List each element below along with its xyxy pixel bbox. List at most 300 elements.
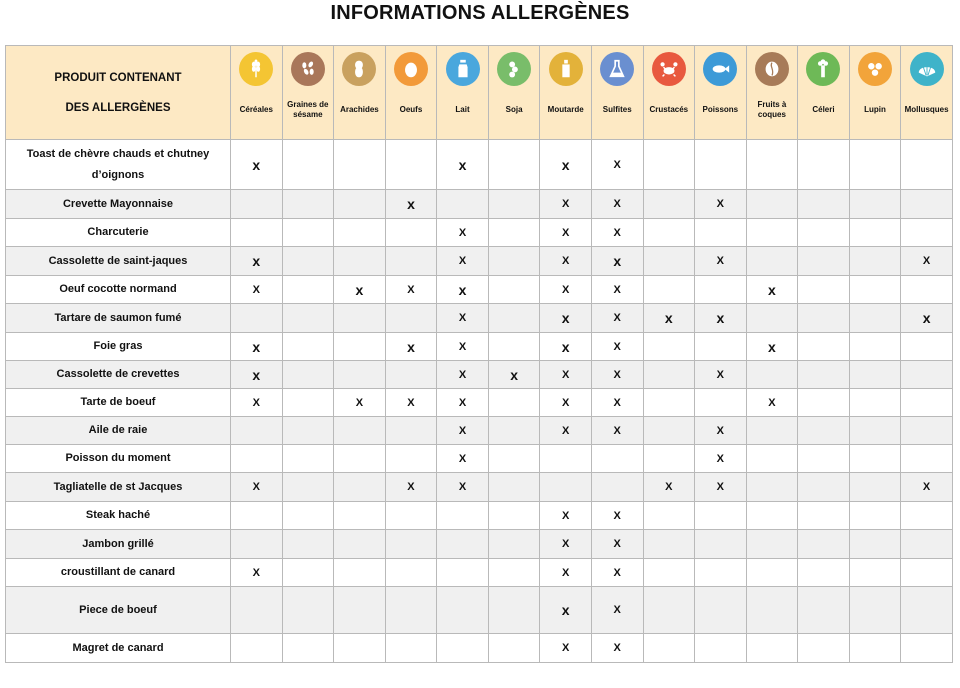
- allergen-mark: [746, 219, 798, 247]
- allergen-mark: [695, 559, 747, 587]
- allergen-mark: [901, 276, 953, 304]
- allergen-header: [385, 46, 437, 140]
- page-title: INFORMATIONS ALLERGÈNES: [330, 2, 630, 24]
- allergen-label: Céleri: [812, 105, 835, 114]
- allergen-mark: [437, 530, 489, 559]
- allergen-mark: [798, 276, 850, 304]
- allergen-mark: [901, 445, 953, 473]
- allergen-mark: X: [591, 417, 643, 445]
- allergen-mark: [385, 502, 437, 530]
- allergen-mark: [798, 502, 850, 530]
- allergen-mark: x: [901, 304, 953, 333]
- allergen-mark: [849, 530, 901, 559]
- allergen-mark: [334, 304, 386, 333]
- allergen-mark: X: [231, 473, 283, 502]
- allergen-mark: [643, 587, 695, 634]
- allergen-mark: X: [437, 247, 489, 276]
- table-row: [6, 140, 953, 190]
- allergen-mark: [334, 587, 386, 634]
- allergen-mark: [488, 559, 540, 587]
- allergen-mark: x: [540, 587, 592, 634]
- allergen-mark: [231, 417, 283, 445]
- allergen-mark: [849, 417, 901, 445]
- allergen-mark: [643, 247, 695, 276]
- product-name: Charcuterie: [6, 219, 231, 247]
- allergen-mark: x: [334, 276, 386, 304]
- allergen-mark: X: [540, 219, 592, 247]
- table-row: [6, 219, 953, 247]
- allergen-mark: [282, 140, 334, 190]
- allergen-mark: [334, 634, 386, 663]
- allergen-mark: [798, 140, 850, 190]
- allergen-mark: X: [540, 502, 592, 530]
- allergen-header: [643, 46, 695, 140]
- allergen-mark: [798, 247, 850, 276]
- allergen-mark: [282, 417, 334, 445]
- allergen-mark: [385, 247, 437, 276]
- table-row: [6, 530, 953, 559]
- allergen-mark: [488, 502, 540, 530]
- allergen-mark: [488, 417, 540, 445]
- allergen-mark: [282, 304, 334, 333]
- allergen-mark: X: [231, 389, 283, 417]
- allergen-mark: [282, 634, 334, 663]
- allergen-mark: x: [385, 190, 437, 219]
- allergen-mark: [746, 530, 798, 559]
- allergen-mark: [282, 389, 334, 417]
- allergen-header: [695, 46, 747, 140]
- allergen-mark: [849, 559, 901, 587]
- allergen-mark: [643, 559, 695, 587]
- allergen-mark: X: [591, 559, 643, 587]
- allergen-mark: [488, 219, 540, 247]
- allergen-mark: [231, 304, 283, 333]
- allergen-label: Fruits à coques: [757, 100, 787, 119]
- allergen-mark: [282, 473, 334, 502]
- allergen-mark: X: [901, 473, 953, 502]
- allergen-mark: X: [591, 361, 643, 389]
- allergen-mark: [643, 190, 695, 219]
- allergen-mark: x: [540, 304, 592, 333]
- allergen-mark: x: [231, 247, 283, 276]
- allergen-mark: [901, 559, 953, 587]
- product-name: Poisson du moment: [6, 445, 231, 473]
- allergen-mark: [849, 502, 901, 530]
- allergen-mark: [231, 502, 283, 530]
- allergen-mark: x: [231, 140, 283, 190]
- allergen-mark: X: [540, 247, 592, 276]
- allergen-mark: X: [591, 333, 643, 361]
- allergen-mark: X: [591, 190, 643, 219]
- allergen-mark: [231, 190, 283, 219]
- allergen-mark: [385, 530, 437, 559]
- allergen-mark: X: [231, 559, 283, 587]
- table-row: [6, 304, 953, 333]
- allergen-mark: x: [385, 333, 437, 361]
- product-name: Aile de raie: [6, 417, 231, 445]
- allergen-mark: [231, 445, 283, 473]
- allergen-mark: [643, 333, 695, 361]
- allergen-mark: [540, 473, 592, 502]
- allergen-header: [488, 46, 540, 140]
- nut-icon: [755, 52, 789, 86]
- allergen-mark: [488, 247, 540, 276]
- table-row: [6, 276, 953, 304]
- allergen-mark: X: [437, 304, 489, 333]
- allergen-mark: [746, 587, 798, 634]
- allergen-mark: [282, 559, 334, 587]
- corner-line-2: DES ALLERGÈNES: [65, 101, 171, 114]
- allergen-mark: [643, 502, 695, 530]
- lupin-icon: [858, 52, 892, 86]
- allergen-mark: X: [437, 417, 489, 445]
- allergen-mark: [849, 473, 901, 502]
- allergen-mark: [798, 530, 850, 559]
- allergen-mark: [385, 559, 437, 587]
- allergen-mark: x: [437, 140, 489, 190]
- allergen-mark: [746, 361, 798, 389]
- allergen-mark: [231, 219, 283, 247]
- table-row: [6, 559, 953, 587]
- allergen-mark: X: [643, 473, 695, 502]
- allergen-mark: [334, 361, 386, 389]
- allergen-mark: [643, 276, 695, 304]
- allergen-mark: [334, 140, 386, 190]
- allergen-mark: [282, 530, 334, 559]
- allergen-mark: [643, 219, 695, 247]
- allergen-mark: [695, 634, 747, 663]
- allergen-mark: [385, 361, 437, 389]
- allergen-header: [540, 46, 592, 140]
- allergen-mark: X: [540, 190, 592, 219]
- allergen-mark: [591, 445, 643, 473]
- product-name: Crevette Mayonnaise: [6, 190, 231, 219]
- allergen-mark: [437, 587, 489, 634]
- allergen-mark: [901, 190, 953, 219]
- allergen-mark: [488, 389, 540, 417]
- table-row: [6, 502, 953, 530]
- allergen-mark: [334, 530, 386, 559]
- allergen-label: Oeufs: [399, 105, 423, 114]
- allergen-mark: [282, 587, 334, 634]
- allergen-mark: [437, 559, 489, 587]
- product-name: Tagliatelle de st Jacques: [6, 473, 231, 502]
- header-row: [6, 46, 953, 140]
- allergen-mark: [695, 587, 747, 634]
- allergen-mark: X: [695, 247, 747, 276]
- allergen-mark: X: [591, 530, 643, 559]
- allergen-mark: X: [437, 473, 489, 502]
- allergen-mark: [334, 190, 386, 219]
- allergen-mark: [282, 247, 334, 276]
- allergen-mark: [231, 530, 283, 559]
- product-name: Cassolette de crevettes: [6, 361, 231, 389]
- allergen-label: Mollusques: [904, 105, 949, 114]
- allergen-mark: x: [231, 361, 283, 389]
- allergen-label: Poissons: [702, 105, 739, 114]
- allergen-mark: [849, 190, 901, 219]
- allergen-mark: [385, 417, 437, 445]
- allergen-mark: X: [385, 473, 437, 502]
- allergen-mark: [798, 333, 850, 361]
- allergen-mark: X: [437, 389, 489, 417]
- allergen-label: Soja: [505, 105, 523, 114]
- allergen-mark: [488, 634, 540, 663]
- allergen-mark: [385, 634, 437, 663]
- allergen-header: [849, 46, 901, 140]
- allergen-mark: [282, 333, 334, 361]
- allergen-mark: X: [901, 247, 953, 276]
- allergen-mark: x: [746, 333, 798, 361]
- allergen-mark: [334, 502, 386, 530]
- allergen-mark: [385, 304, 437, 333]
- allergen-mark: [385, 587, 437, 634]
- allergen-mark: [540, 445, 592, 473]
- shell-icon: [910, 52, 944, 86]
- allergen-mark: [695, 389, 747, 417]
- allergen-mark: [901, 140, 953, 190]
- product-name: Jambon grillé: [6, 530, 231, 559]
- crab-icon: [652, 52, 686, 86]
- product-name: Steak haché: [6, 502, 231, 530]
- allergen-mark: [798, 389, 850, 417]
- allergen-mark: x: [695, 304, 747, 333]
- allergen-mark: [849, 634, 901, 663]
- allergen-mark: X: [695, 445, 747, 473]
- allergen-mark: [695, 502, 747, 530]
- allergen-label: Lupin: [864, 105, 886, 114]
- allergen-mark: X: [540, 530, 592, 559]
- table-row: [6, 587, 953, 634]
- table-row: [6, 417, 953, 445]
- allergen-mark: x: [643, 304, 695, 333]
- allergen-mark: [334, 417, 386, 445]
- product-name: Tarte de boeuf: [6, 389, 231, 417]
- allergen-mark: X: [540, 276, 592, 304]
- allergen-mark: x: [591, 247, 643, 276]
- allergen-mark: [901, 502, 953, 530]
- peanut-icon: [342, 52, 376, 86]
- allergen-header: [231, 46, 283, 140]
- product-name: Oeuf cocotte normand: [6, 276, 231, 304]
- allergen-mark: X: [591, 587, 643, 634]
- allergen-mark: [746, 559, 798, 587]
- allergen-mark: X: [540, 634, 592, 663]
- allergen-mark: X: [231, 276, 283, 304]
- table-row: [6, 634, 953, 663]
- allergen-mark: [334, 333, 386, 361]
- allergen-mark: [798, 190, 850, 219]
- allergen-mark: [695, 530, 747, 559]
- allergen-mark: [849, 361, 901, 389]
- allergen-label: Graines de sésame: [287, 100, 329, 119]
- allergen-mark: [901, 634, 953, 663]
- allergen-mark: [798, 445, 850, 473]
- allergen-mark: x: [746, 276, 798, 304]
- allergen-mark: X: [695, 473, 747, 502]
- allergen-header: [282, 46, 334, 140]
- allergen-header: [591, 46, 643, 140]
- allergen-mark: X: [540, 559, 592, 587]
- allergen-mark: [488, 333, 540, 361]
- allergen-mark: [849, 587, 901, 634]
- allergen-mark: [488, 473, 540, 502]
- allergen-label: Lait: [455, 105, 470, 114]
- allergen-mark: [643, 634, 695, 663]
- table-row: [6, 190, 953, 219]
- wheat-icon: [239, 52, 273, 86]
- allergen-mark: [488, 276, 540, 304]
- table-row: [6, 389, 953, 417]
- allergen-mark: [798, 587, 850, 634]
- allergen-mark: X: [540, 361, 592, 389]
- product-name: Foie gras: [6, 333, 231, 361]
- allergen-mark: [334, 445, 386, 473]
- allergen-mark: X: [334, 389, 386, 417]
- allergen-mark: X: [540, 417, 592, 445]
- flask-icon: [600, 52, 634, 86]
- allergen-mark: [901, 389, 953, 417]
- allergen-header: [901, 46, 953, 140]
- allergen-mark: [849, 304, 901, 333]
- allergen-mark: [385, 140, 437, 190]
- allergen-label: Crustacés: [649, 105, 689, 114]
- allergen-mark: [488, 304, 540, 333]
- allergen-mark: [437, 634, 489, 663]
- allergen-header: [746, 46, 798, 140]
- allergen-mark: [437, 190, 489, 219]
- allergen-mark: [643, 530, 695, 559]
- fish-icon: [703, 52, 737, 86]
- allergen-mark: [488, 530, 540, 559]
- allergen-mark: X: [385, 276, 437, 304]
- allergen-mark: [798, 473, 850, 502]
- allergen-mark: [334, 219, 386, 247]
- allergen-mark: [849, 276, 901, 304]
- allergen-mark: [746, 417, 798, 445]
- allergen-mark: [849, 333, 901, 361]
- corner-header: [6, 46, 231, 140]
- allergen-mark: [746, 445, 798, 473]
- allergen-label: Moutarde: [547, 105, 584, 114]
- allergen-mark: [488, 190, 540, 219]
- allergen-label: Sulfites: [602, 105, 632, 114]
- table-row: [6, 333, 953, 361]
- allergen-mark: [282, 445, 334, 473]
- allergen-mark: [643, 389, 695, 417]
- allergen-mark: [798, 559, 850, 587]
- allergen-mark: [591, 473, 643, 502]
- allergen-mark: [643, 140, 695, 190]
- allergen-mark: [798, 304, 850, 333]
- allergen-mark: [798, 417, 850, 445]
- allergen-mark: X: [437, 333, 489, 361]
- allergen-mark: X: [437, 361, 489, 389]
- allergen-mark: x: [231, 333, 283, 361]
- allergen-label: Céréales: [239, 105, 273, 114]
- allergen-mark: [334, 559, 386, 587]
- allergen-mark: [334, 247, 386, 276]
- allergen-mark: X: [437, 445, 489, 473]
- allergen-mark: [643, 361, 695, 389]
- allergen-mark: [488, 587, 540, 634]
- allergen-mark: [901, 333, 953, 361]
- allergen-mark: [849, 247, 901, 276]
- allergen-mark: [849, 219, 901, 247]
- table-row: [6, 473, 953, 502]
- allergen-mark: [437, 502, 489, 530]
- allergen-mark: [798, 219, 850, 247]
- allergen-mark: [695, 219, 747, 247]
- allergen-mark: [643, 417, 695, 445]
- allergen-mark: [282, 502, 334, 530]
- product-name: Toast de chèvre chauds et chutney d’oignons: [6, 140, 231, 190]
- allergen-mark: [746, 502, 798, 530]
- allergen-mark: [746, 304, 798, 333]
- allergen-mark: X: [591, 219, 643, 247]
- allergen-mark: [746, 634, 798, 663]
- allergen-mark: [901, 530, 953, 559]
- allergen-mark: [231, 587, 283, 634]
- allergen-mark: [746, 247, 798, 276]
- allergen-mark: [643, 445, 695, 473]
- allergen-mark: [282, 219, 334, 247]
- milk-bottle-icon: [446, 52, 480, 86]
- sesame-icon: [291, 52, 325, 86]
- allergen-mark: X: [540, 389, 592, 417]
- allergen-mark: X: [746, 389, 798, 417]
- corner-line-1: PRODUIT CONTENANT: [54, 71, 182, 84]
- mustard-icon: [549, 52, 583, 86]
- table-row: [6, 247, 953, 276]
- allergen-mark: X: [385, 389, 437, 417]
- allergen-mark: [901, 361, 953, 389]
- allergen-mark: [849, 445, 901, 473]
- allergen-mark: [798, 361, 850, 389]
- table-row: [6, 445, 953, 473]
- allergen-mark: X: [695, 417, 747, 445]
- product-name: Tartare de saumon fumé: [6, 304, 231, 333]
- allergen-mark: [695, 140, 747, 190]
- allergen-mark: X: [695, 361, 747, 389]
- allergen-mark: X: [695, 190, 747, 219]
- allergen-mark: [282, 190, 334, 219]
- soy-icon: [497, 52, 531, 86]
- allergen-mark: [849, 389, 901, 417]
- product-name: Piece de boeuf: [6, 587, 231, 634]
- allergen-mark: [488, 445, 540, 473]
- allergen-mark: [746, 140, 798, 190]
- product-name: Cassolette de saint-jaques: [6, 247, 231, 276]
- allergen-mark: X: [591, 502, 643, 530]
- product-name: Magret de canard: [6, 634, 231, 663]
- allergen-mark: X: [591, 140, 643, 190]
- egg-icon: [394, 52, 428, 86]
- allergen-mark: [488, 140, 540, 190]
- allergen-header: [437, 46, 489, 140]
- allergen-mark: x: [437, 276, 489, 304]
- allergen-mark: [695, 276, 747, 304]
- allergen-mark: [385, 445, 437, 473]
- allergen-mark: [334, 473, 386, 502]
- allergen-mark: [849, 140, 901, 190]
- allergen-mark: X: [437, 219, 489, 247]
- allergen-mark: [901, 417, 953, 445]
- allergen-mark: X: [591, 276, 643, 304]
- allergen-table: [5, 45, 953, 663]
- product-name: croustillant de canard: [6, 559, 231, 587]
- allergen-label: Arachides: [340, 105, 379, 114]
